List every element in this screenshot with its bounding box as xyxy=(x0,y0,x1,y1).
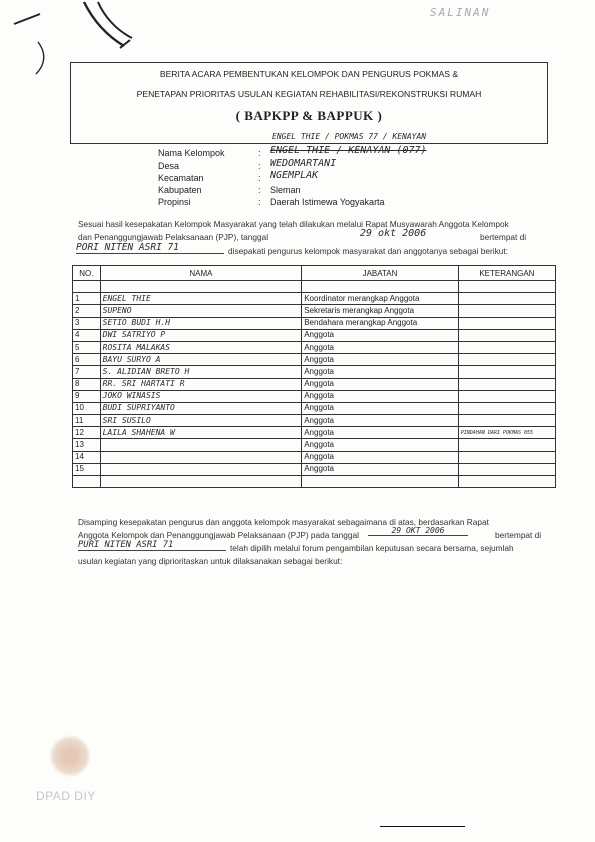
cell-keterangan xyxy=(458,378,555,390)
intro-place: PORI NITEN ASRI 71 xyxy=(76,242,224,254)
intro-line-2b: bertempat di xyxy=(480,232,527,242)
cell-keterangan xyxy=(458,329,555,341)
intro-line-2a: dan Penanggungjawab Pelaksanaan (PJP), tanggal xyxy=(78,232,269,242)
cell-jabatan: Anggota xyxy=(302,329,459,341)
cell-nama xyxy=(100,281,302,293)
info-label-desa: Desa xyxy=(158,161,180,171)
table-header-row xyxy=(73,266,556,281)
table-row xyxy=(73,317,556,329)
info-label-propinsi: Propinsi xyxy=(158,197,191,207)
cell-nama xyxy=(100,451,302,463)
dpad-logo-watermark xyxy=(50,734,90,778)
table-row xyxy=(73,390,556,402)
cell-keterangan xyxy=(458,415,555,427)
info-label-nama-kelompok: Nama Kelompok xyxy=(158,148,225,158)
cell-nama: LAILA SHAHENA W xyxy=(100,427,302,439)
cell-no xyxy=(73,476,101,488)
cell-no: 6 xyxy=(73,354,101,366)
cell-no: 5 xyxy=(73,341,101,353)
table-row xyxy=(73,293,556,305)
cell-jabatan: Anggota xyxy=(302,427,459,439)
intro-line-1: Sesuai hasil kesepakatan Kelompok Masyarakat yang telah dilakukan melalui Rapat Musyawarah Anggota Kelompok xyxy=(78,219,509,229)
table-spacer-row xyxy=(73,281,556,293)
info-colon: : xyxy=(258,197,261,207)
cell-no: 14 xyxy=(73,451,101,463)
cell-no: 2 xyxy=(73,305,101,317)
info-value-nama-kelompok: ENGEL THIE / KENAYAN (077) xyxy=(270,145,427,156)
cell-no: 4 xyxy=(73,329,101,341)
cell-no: 13 xyxy=(73,439,101,451)
cell-keterangan xyxy=(458,463,555,475)
cell-keterangan xyxy=(458,402,555,414)
cell-nama: BUDI SUPRIYANTO xyxy=(100,402,302,414)
cell-jabatan: Koordinator merangkap Anggota xyxy=(302,293,459,305)
cell-keterangan xyxy=(458,390,555,402)
cell-keterangan xyxy=(458,476,555,488)
cell-no: 11 xyxy=(73,415,101,427)
cell-nama: ENGEL THIE xyxy=(100,293,302,305)
table-row xyxy=(73,366,556,378)
table-row xyxy=(73,305,556,317)
cell-nama: SRI SUSILO xyxy=(100,415,302,427)
cell-keterangan xyxy=(458,293,555,305)
table-row xyxy=(73,427,556,439)
cell-jabatan: Anggota xyxy=(302,451,459,463)
table-row xyxy=(73,476,556,488)
cell-keterangan xyxy=(458,439,555,451)
cell-jabatan: Bendahara merangkap Anggota xyxy=(302,317,459,329)
column-header-keterangan: KETERANGAN xyxy=(458,266,555,281)
cell-keterangan xyxy=(458,354,555,366)
cell-nama: ROSITA MALAKAS xyxy=(100,341,302,353)
table-row xyxy=(73,415,556,427)
footer-line xyxy=(380,826,465,827)
cell-jabatan: Anggota xyxy=(302,402,459,414)
cell-keterangan xyxy=(458,341,555,353)
cell-jabatan: Anggota xyxy=(302,341,459,353)
cell-no: 7 xyxy=(73,366,101,378)
intro-date: 29 okt 2006 xyxy=(360,228,427,239)
cell-nama: BAYU SURYO A xyxy=(100,354,302,366)
closing-line-1: Disamping kesepakatan pengurus dan anggota kelompok masyarakat sebagaimana di atas, berdasarkan Rapat xyxy=(78,517,489,527)
info-colon: : xyxy=(258,148,261,158)
info-colon: : xyxy=(258,161,261,171)
cell-nama: JOKO WINASIS xyxy=(100,390,302,402)
cell-keterangan xyxy=(458,451,555,463)
column-header-jabatan: JABATAN xyxy=(302,266,459,281)
column-header-no: NO. xyxy=(73,266,101,281)
cell-nama: DWI SATRIYO P xyxy=(100,329,302,341)
table-row xyxy=(73,378,556,390)
cell-jabatan xyxy=(302,281,459,293)
cell-jabatan: Anggota xyxy=(302,463,459,475)
table-row xyxy=(73,341,556,353)
cell-no: 9 xyxy=(73,390,101,402)
intro-line-3: disepakati pengurus kelompok masyarakat dan anggotanya sebagai berikut: xyxy=(228,246,508,256)
cell-nama: S. ALIDIAN BRETO H xyxy=(100,366,302,378)
closing-line-2a: Anggota Kelompok dan Penanggungjawab Pelaksanaan (PJP) pada tanggal xyxy=(78,530,359,540)
cell-jabatan: Anggota xyxy=(302,366,459,378)
cell-nama: RR. SRI HARTATI R xyxy=(100,378,302,390)
info-colon: : xyxy=(258,185,261,195)
cell-keterangan xyxy=(458,366,555,378)
copy-stamp: SALINAN xyxy=(430,6,491,19)
info-annotation: ENGEL THIE / POKMAS 77 / KENAYAN xyxy=(272,132,427,141)
header-title: ( BAPKPP & BAPPUK ) xyxy=(235,108,383,123)
cell-jabatan: Anggota xyxy=(302,390,459,402)
closing-date: 29 OKT 2006 xyxy=(368,526,468,536)
cell-nama: SETIO BUDI H.H xyxy=(100,317,302,329)
column-header-nama: NAMA xyxy=(100,266,302,281)
cell-no: 10 xyxy=(73,402,101,414)
cell-no: 1 xyxy=(73,293,101,305)
cell-nama xyxy=(100,463,302,475)
cell-keterangan xyxy=(458,281,555,293)
cell-no: 15 xyxy=(73,463,101,475)
table-row xyxy=(73,329,556,341)
cell-no: 8 xyxy=(73,378,101,390)
cell-keterangan xyxy=(458,305,555,317)
table-row xyxy=(73,463,556,475)
cell-jabatan: Anggota xyxy=(302,439,459,451)
cell-no xyxy=(73,281,101,293)
cell-keterangan xyxy=(458,317,555,329)
cell-no: 3 xyxy=(73,317,101,329)
info-label-kabupaten: Kabupaten xyxy=(158,185,202,195)
table-row xyxy=(73,354,556,366)
info-label-kecamatan: Kecamatan xyxy=(158,173,204,183)
closing-line-4: usulan kegiatan yang diprioritaskan untuk dilaksanakan sebagai berikut: xyxy=(78,556,343,566)
header-line-1: BERITA ACARA PEMBENTUKAN KELOMPOK DAN PENGURUS POKMAS & xyxy=(159,69,459,79)
cell-nama: SUPENO xyxy=(100,305,302,317)
watermark-text: DPAD DIY xyxy=(36,789,96,803)
closing-place: PURI NITEN ASRI 71 xyxy=(78,540,226,551)
cell-jabatan xyxy=(302,476,459,488)
info-value-kabupaten: Sleman xyxy=(270,185,301,195)
cell-nama xyxy=(100,476,302,488)
table-row xyxy=(73,402,556,414)
table-row xyxy=(73,451,556,463)
info-colon: : xyxy=(258,173,261,183)
members-table xyxy=(72,265,556,488)
cell-jabatan: Anggota xyxy=(302,354,459,366)
info-value-kecamatan: NGEMPLAK xyxy=(270,170,319,181)
table-row xyxy=(73,439,556,451)
header-line-2: PENETAPAN PRIORITAS USULAN KEGIATAN REHABILITASI/REKONSTRUKSI RUMAH xyxy=(136,89,482,99)
info-value-desa: WEDOMARTANI xyxy=(270,158,337,169)
cell-nama xyxy=(100,439,302,451)
closing-line-3: telah dipilih melalui forum pengambilan keputusan secara bersama, sejumlah xyxy=(230,543,514,553)
cell-jabatan: Anggota xyxy=(302,415,459,427)
cell-no: 12 xyxy=(73,427,101,439)
info-value-propinsi: Daerah Istimewa Yogyakarta xyxy=(270,197,385,207)
cell-jabatan: Sekretaris merangkap Anggota xyxy=(302,305,459,317)
closing-line-2b: bertempat di xyxy=(495,530,542,540)
cell-keterangan: PINDAHAN DARI POKMAS 055 xyxy=(458,427,555,439)
cell-jabatan: Anggota xyxy=(302,378,459,390)
